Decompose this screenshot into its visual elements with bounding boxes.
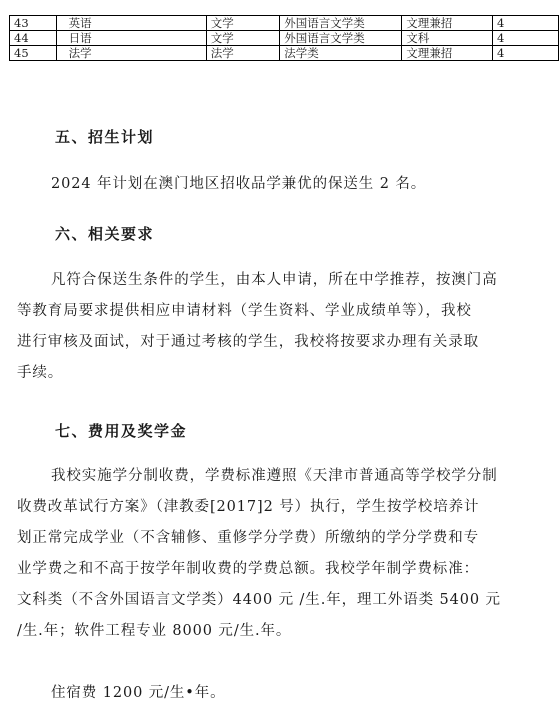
discipline-cell: 文学 [206,16,279,31]
subject-type-cell: 文科 [402,31,493,46]
major-name-cell: 日语 [56,31,206,46]
lodging-fee-line [17,678,545,709]
row-number-cell: 44 [10,31,57,46]
paragraph-line: 进行审核及面试，对于通过考核的学生，我校将按要求办理有关录取 [17,334,479,350]
section-six-heading: 六、相关要求 [55,225,155,243]
row-number-cell: 43 [10,16,57,31]
category-cell: 外国语言文学类 [280,16,402,31]
paragraph-line: 文科类（不含外国语言文学类）4400 元 /生.年，理工外语类 5400 元 [17,592,501,608]
majors-table-fragment [9,15,559,61]
paragraph-line: 收费改革试行方案》（津教委[2017]2 号）执行，学生按学校培养计 [17,499,480,515]
paragraph-line: 凡符合保送生条件的学生，由本人申请，所在中学推荐，按澳门高 [51,272,498,288]
paragraph-line: 手续。 [17,365,64,381]
section-six-body [17,265,545,389]
category-cell: 外国语言文学类 [280,31,402,46]
paragraph-line: 我校实施学分制收费，学费标准遵照《天津市普通高等学校学分制 [51,468,498,484]
major-name-cell: 法学 [56,46,206,61]
table-row [10,46,559,61]
discipline-cell: 文学 [206,31,279,46]
row-number-cell: 45 [10,46,57,61]
table-row [10,16,559,31]
years-cell: 4 [493,31,559,46]
years-cell: 4 [493,16,559,31]
table-row [10,31,559,46]
section-five-heading: 五、招生计划 [55,128,155,146]
paragraph-line: 住宿费 1200 元/生•年。 [51,685,226,701]
section-five-body [17,169,545,200]
category-cell: 法学类 [280,46,402,61]
subject-type-cell: 文理兼招 [402,16,493,31]
paragraph-line: 2024 年计划在澳门地区招收品学兼优的保送生 2 名。 [51,176,427,192]
paragraph-line: 划正常完成学业（不含辅修、重修学分学费）所缴纳的学分学费和专 [17,530,479,546]
paragraph-line: 等教育局要求提供相应申请材料（学生资料、学业成绩单等），我校 [17,303,472,319]
section-seven-body [17,461,545,647]
discipline-cell: 法学 [206,46,279,61]
majors-table [9,15,559,61]
section-seven-heading: 七、费用及奖学金 [55,422,188,440]
paragraph-line: /生.年；软件工程专业 8000 元/生.年。 [17,623,292,639]
subject-type-cell: 文理兼招 [402,46,493,61]
major-name-cell: 英语 [56,16,206,31]
years-cell: 4 [493,46,559,61]
paragraph-line: 业学费之和不高于按学年制收费的学费总额。我校学年制学费标准： [17,561,479,577]
